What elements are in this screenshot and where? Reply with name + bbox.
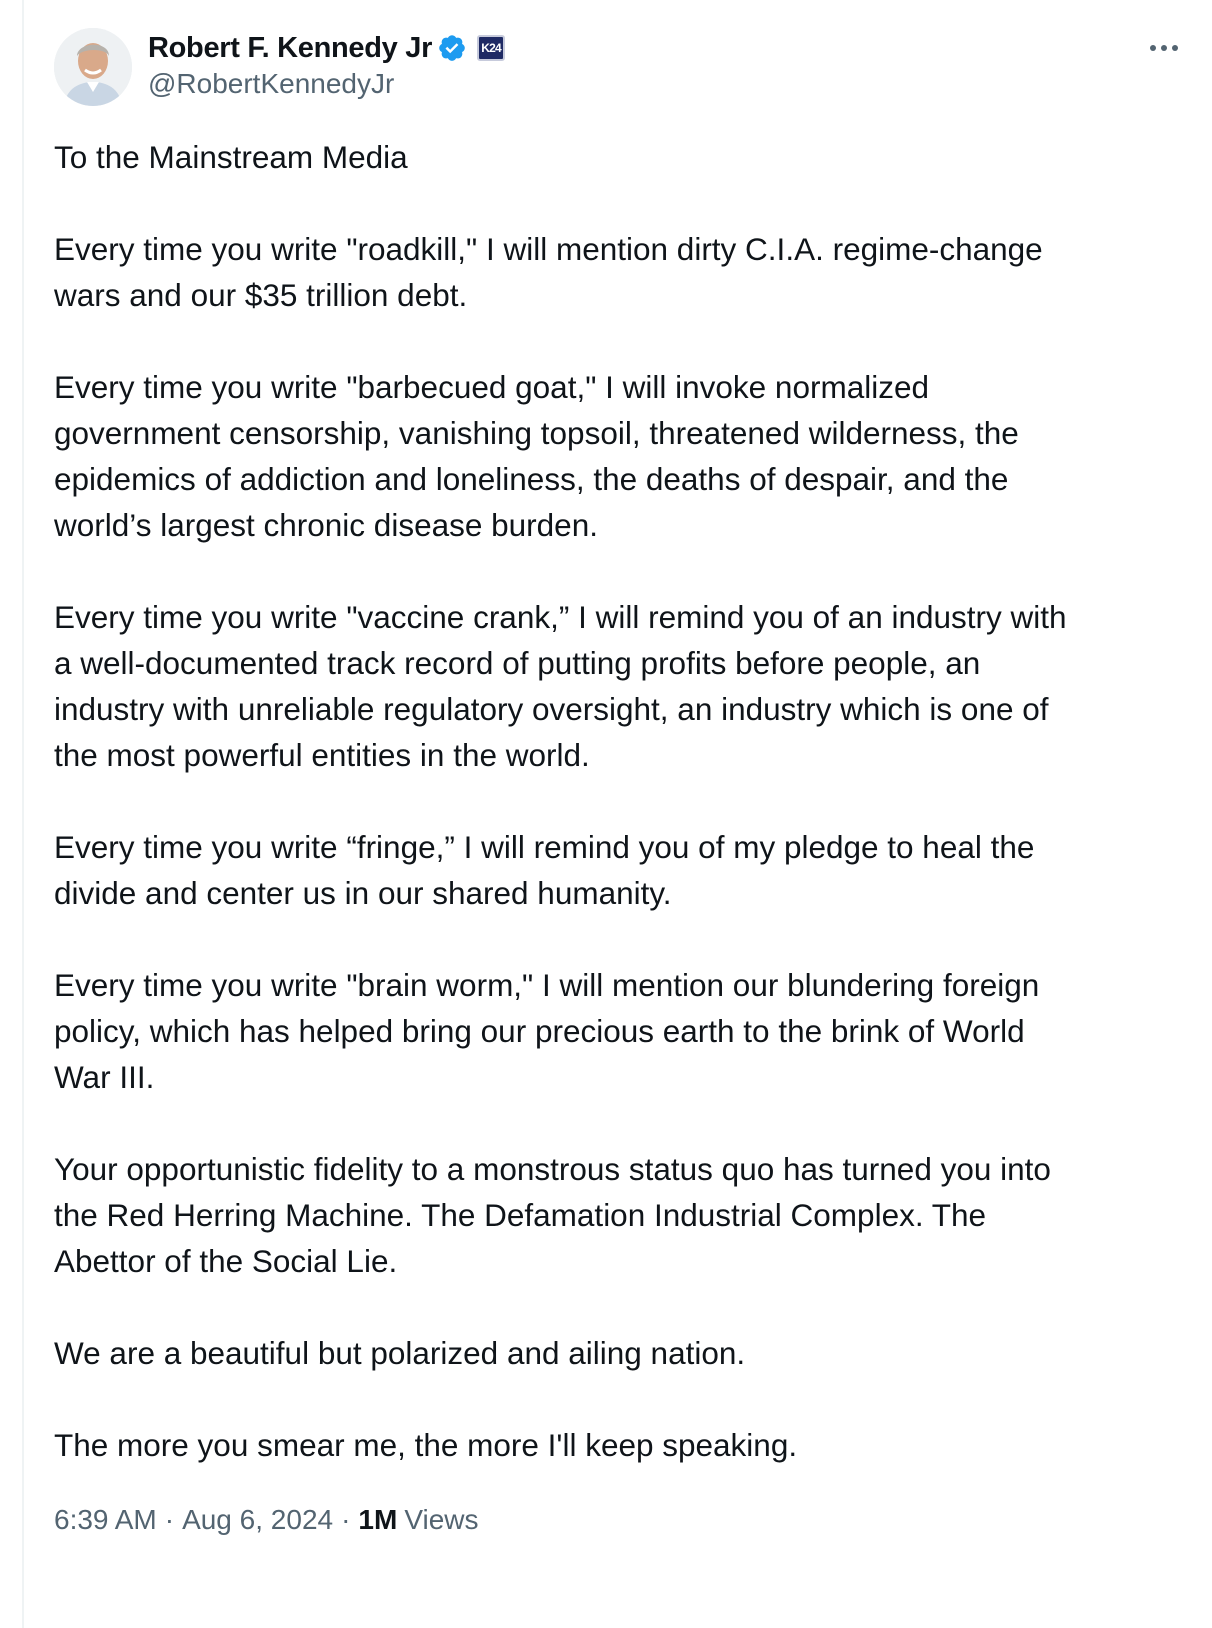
tweet-paragraph — [54, 1146, 1194, 1284]
tweet-paragraph — [54, 1422, 1194, 1468]
views-label: Views — [404, 1504, 479, 1535]
tweet-paragraph — [54, 1330, 1194, 1376]
tweet-line: government censorship, vanishing topsoil, threatened wilderness, the — [54, 415, 1019, 451]
views-count: 1M — [358, 1504, 398, 1535]
verified-badge-icon[interactable] — [437, 33, 467, 63]
tweet-text — [54, 134, 1194, 1468]
avatar-portrait-icon — [54, 28, 132, 106]
tweet-time[interactable]: 6:39 AM — [54, 1504, 157, 1535]
tweet-paragraph — [54, 594, 1194, 778]
affiliate-badge[interactable] — [477, 35, 505, 61]
tweet-line: Abettor of the Social Lie. — [54, 1243, 398, 1279]
avatar[interactable] — [54, 28, 132, 106]
meta-separator: · — [164, 1504, 175, 1535]
tweet-line: Every time you write "barbecued goat," I will invoke normalized — [54, 369, 930, 405]
tweet-line: wars and our $35 trillion debt. — [54, 277, 468, 313]
tweet-line: Your opportunistic fidelity to a monstrous status quo has turned you into — [54, 1151, 1051, 1187]
tweet-line: Every time you write “fringe,” I will remind you of my pledge to heal the — [54, 829, 1035, 865]
affiliate-badge-label: K24 — [481, 41, 501, 55]
user-handle[interactable]: @RobertKennedyJr — [148, 68, 395, 99]
more-horizontal-icon — [1149, 44, 1179, 52]
tweet-line: the most powerful entities in the world. — [54, 737, 590, 773]
tweet-header — [54, 28, 1184, 108]
name-row — [148, 30, 505, 66]
tweet-paragraph — [54, 364, 1194, 548]
more-button[interactable] — [1144, 36, 1184, 60]
tweet-line: We are a beautiful but polarized and ailing nation. — [54, 1335, 746, 1371]
tweet-line: world’s largest chronic disease burden. — [54, 507, 598, 543]
tweet-paragraph — [54, 824, 1194, 916]
tweet-date[interactable]: Aug 6, 2024 — [182, 1504, 334, 1535]
tweet-meta — [54, 1504, 479, 1536]
tweet-paragraph — [54, 134, 1194, 180]
tweet-line: the Red Herring Machine. The Defamation Industrial Complex. The — [54, 1197, 987, 1233]
tweet-line: a well-documented track record of putting profits before people, an — [54, 645, 981, 681]
tweet-line: industry with unreliable regulatory oversight, an industry which is one of — [54, 691, 1049, 727]
tweet-line: War III. — [54, 1059, 155, 1095]
tweet-line: Every time you write "vaccine crank,” I will remind you of an industry with — [54, 599, 1067, 635]
tweet-line: Every time you write "brain worm," I will mention our blundering foreign — [54, 967, 1040, 1003]
display-name[interactable]: Robert F. Kennedy Jr — [148, 31, 433, 64]
meta-separator: · — [341, 1504, 351, 1535]
tweet-paragraph — [54, 226, 1194, 318]
tweet-line: The more you smear me, the more I'll keep speaking. — [54, 1427, 798, 1463]
tweet-line: epidemics of addiction and loneliness, the deaths of despair, and the — [54, 461, 1009, 497]
tweet-line: To the Mainstream Media — [54, 139, 408, 175]
tweet-line: divide and center us in our shared humanity. — [54, 875, 672, 911]
tweet-line: policy, which has helped bring our precious earth to the brink of World — [54, 1013, 1025, 1049]
tweet-line: Every time you write "roadkill," I will mention dirty C.I.A. regime-change — [54, 231, 1043, 267]
tweet-paragraph — [54, 962, 1194, 1100]
